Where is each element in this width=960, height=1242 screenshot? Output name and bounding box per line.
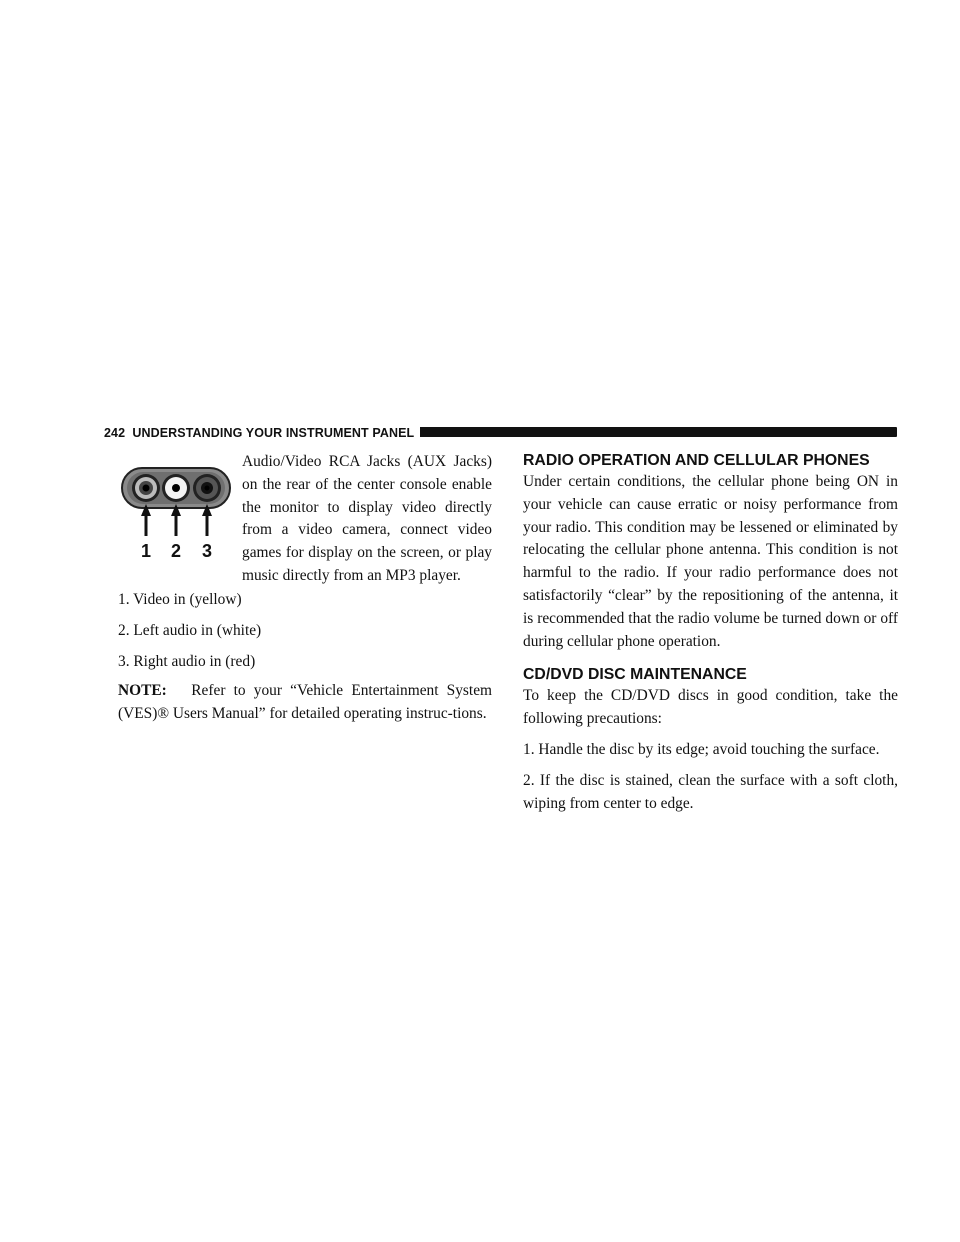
page-number: 242 (104, 425, 126, 440)
aux-jacks-intro (242, 451, 492, 588)
note-label: NOTE: (118, 682, 167, 699)
section-heading-disc: CD/DVD DISC MAINTENANCE (523, 666, 747, 684)
header-title: UNDERSTANDING YOUR INSTRUMENT PANEL (132, 425, 415, 440)
jack-label-2: 2 (170, 541, 182, 561)
list-item-left-audio (118, 620, 261, 643)
list-item-right-audio (118, 651, 255, 674)
aux-jacks-intro-text: Audio/Video RCA Jacks (AUX Jacks) on the rear of the center console enable the monitor to display video directly from a video camera, connect video games for display on the screen, or play music directly from an MP3 player. (242, 453, 492, 584)
section-body-radio: Under certain conditions, the cellular phone being ON in your vehicle can cause erratic or noisy performance from your radio. This condition may be lessened or eliminated by relocating the cellular phone antenna. This condition is not harmful to the radio. If your radio performance does not satisfactorily “clear” by the repositioning of the antenna, it is recommended that the radio volume be turned down or off during cellular phone operation. (523, 473, 898, 650)
right-column (523, 451, 898, 815)
rca-jacks-illustration (118, 462, 234, 562)
header-text (104, 427, 420, 440)
note-paragraph (118, 680, 492, 726)
disc-item-1: 1. Handle the disc by its edge; avoid touching the surface. (523, 740, 880, 758)
section-heading-radio: RADIO OPERATION AND CELLULAR PHONES (523, 452, 870, 469)
header-rule (420, 427, 897, 437)
jack-label-1: 1 (140, 541, 152, 561)
rca-jacks-diagram (118, 462, 234, 562)
list-item-left-audio-text: 2. Left audio in (white) (118, 622, 262, 639)
list-item-right-audio-text: 3. Right audio in (red) (118, 653, 256, 670)
disc-item-2: 2. If the disc is stained, clean the surface with a soft cloth, wiping from center to edge. (523, 771, 898, 812)
list-item-video (118, 589, 242, 612)
jack-label-3: 3 (201, 541, 213, 561)
page-header (104, 418, 897, 440)
list-item-video-text: 1. Video in (yellow) (118, 591, 242, 608)
section-intro-disc: To keep the CD/DVD discs in good condition, take the following precautions: (523, 687, 898, 728)
note-text: Refer to your “Vehicle Entertainment System (VES)® Users Manual” for detailed operating instruc-tions. (118, 682, 492, 722)
